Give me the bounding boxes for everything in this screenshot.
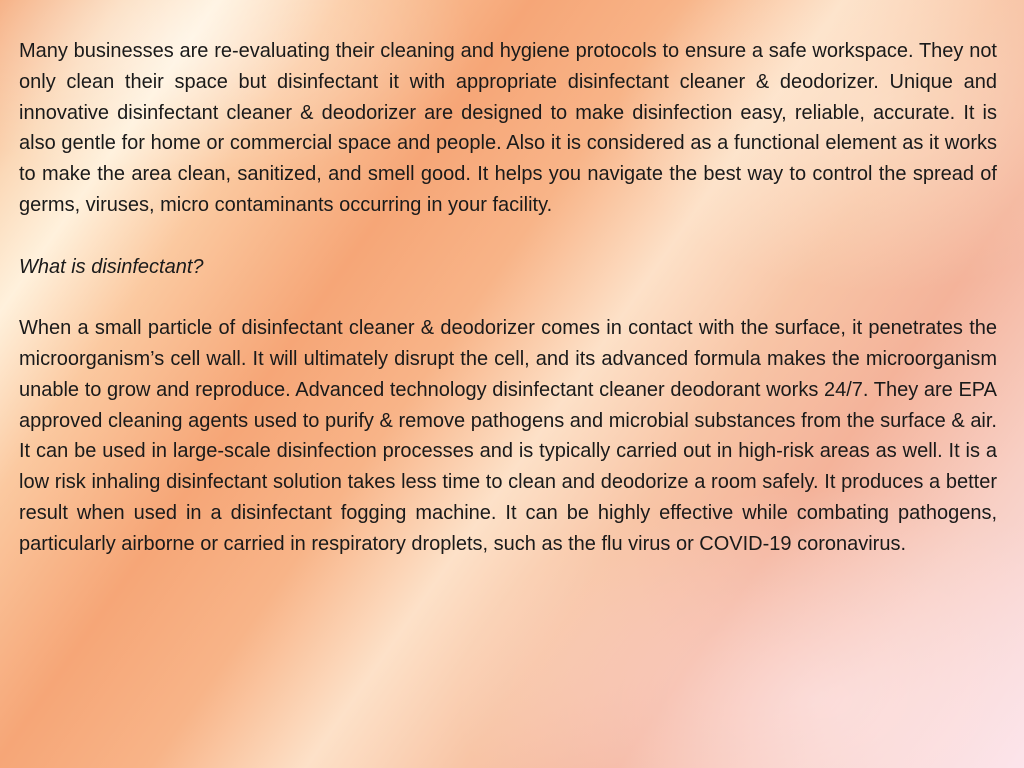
slide-content xyxy=(19,36,997,560)
body-paragraph: When a small particle of disinfectant cleaner & deodorizer comes in contact with the surface, it penetrates the microorganism’s cell wall. It will ultimately disrupt the cell, and its advanced formula makes the microorganism unable to grow and reproduce. Advanced technology disinfectant cleaner deodorant works 24/7. They are EPA approved cleaning agents used to purify & remove pathogens and microbial substances from the surface & air. It can be used in large-scale disinfection processes and is typically carried out in high-risk areas as well. It is a low risk inhaling disinfectant solution takes less time to clean and deodorize a room safely. It produces a better result when used in a disinfectant fogging machine. It can be highly effective while combating pathogens, particularly airborne or carried in respiratory droplets, such as the flu virus or COVID-19 coronavirus. xyxy=(19,317,997,555)
intro-paragraph: Many businesses are re-evaluating their cleaning and hygiene protocols to ensure a safe workspace. They not only clean their space but disinfectant it with appropriate disinfectant cleaner & deodorizer. Unique and innovative disinfectant cleaner & deodorizer are designed to make disinfection easy, reliable, accurate. It is also gentle for home or commercial space and people. Also it is considered as a functional element as it works to make the area clean, sanitized, and smell good. It helps you navigate the best way to control the spread of germs, viruses, micro contaminants occurring in your facility. xyxy=(19,40,997,216)
section-heading: What is disinfectant? xyxy=(19,255,204,278)
